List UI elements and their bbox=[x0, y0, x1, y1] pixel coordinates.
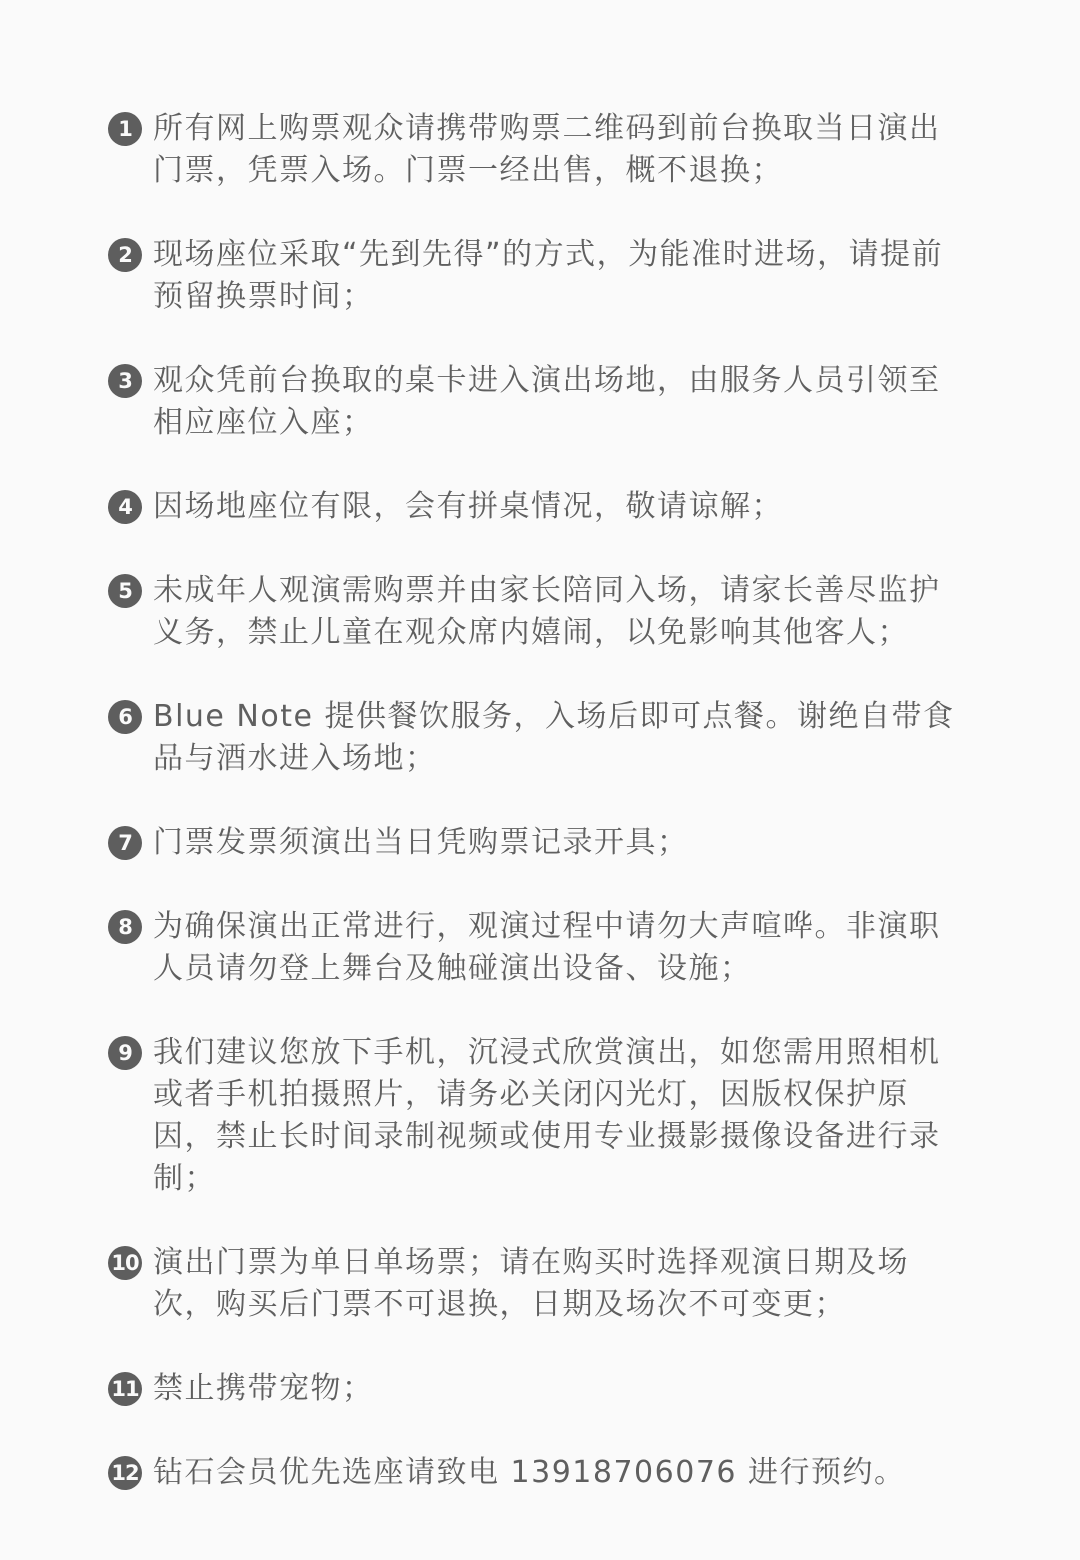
notice-item bbox=[108, 1242, 968, 1326]
notice-item bbox=[108, 1032, 968, 1200]
notice-text: 禁止携带宠物； bbox=[153, 1371, 374, 1406]
notice-text: Blue Note 提供餐饮服务，入场后即可点餐。谢绝自带食品与酒水进入场地； bbox=[153, 699, 955, 776]
notice-item bbox=[108, 696, 968, 780]
number-badge-icon: 7 bbox=[108, 826, 142, 860]
number-badge-icon: 12 bbox=[108, 1456, 142, 1490]
number-badge-icon: 8 bbox=[108, 910, 142, 944]
notice-text: 钻石会员优先选座请致电 13918706076 进行预约。 bbox=[153, 1455, 906, 1490]
notice-item bbox=[108, 234, 968, 318]
number-badge-icon: 5 bbox=[108, 574, 142, 608]
number-badge-icon: 11 bbox=[108, 1372, 142, 1406]
number-badge-icon: 9 bbox=[108, 1036, 142, 1070]
number-badge-icon: 1 bbox=[108, 112, 142, 146]
notice-item bbox=[108, 1368, 968, 1410]
notice-text: 因场地座位有限，会有拼桌情况，敬请谅解； bbox=[153, 489, 783, 524]
notice-text: 我们建议您放下手机，沉浸式欣赏演出，如您需用照相机或者手机拍摄照片，请务必关闭闪光灯，因版权保护原因，禁止长时间录制视频或使用专业摄影摄像设备进行录制； bbox=[153, 1035, 941, 1196]
notice-item bbox=[108, 906, 968, 990]
number-badge-icon: 4 bbox=[108, 490, 142, 524]
number-badge-icon: 10 bbox=[108, 1246, 142, 1280]
notice-text: 演出门票为单日单场票；请在购买时选择观演日期及场次，购买后门票不可退换，日期及场次不可变更； bbox=[153, 1245, 909, 1322]
notice-list bbox=[108, 108, 968, 1494]
notice-text: 门票发票须演出当日凭购票记录开具； bbox=[153, 825, 689, 860]
notice-item bbox=[108, 822, 968, 864]
notice-text: 现场座位采取“先到先得”的方式，为能准时进场，请提前预留换票时间； bbox=[153, 237, 944, 314]
notice-item bbox=[108, 360, 968, 444]
number-badge-icon: 3 bbox=[108, 364, 142, 398]
notice-text: 所有网上购票观众请携带购票二维码到前台换取当日演出门票，凭票入场。门票一经出售，概不退换； bbox=[153, 111, 941, 188]
number-badge-icon: 2 bbox=[108, 238, 142, 272]
notice-item bbox=[108, 486, 968, 528]
notice-item bbox=[108, 570, 968, 654]
notice-item bbox=[108, 1452, 968, 1494]
notice-text: 未成年人观演需购票并由家长陪同入场，请家长善尽监护义务，禁止儿童在观众席内嬉闹，以免影响其他客人； bbox=[153, 573, 941, 650]
number-badge-icon: 6 bbox=[108, 700, 142, 734]
notice-text: 观众凭前台换取的桌卡进入演出场地，由服务人员引领至相应座位入座； bbox=[153, 363, 941, 440]
notice-item bbox=[108, 108, 968, 192]
notice-text: 为确保演出正常进行，观演过程中请勿大声喧哗。非演职人员请勿登上舞台及触碰演出设备、设施； bbox=[153, 909, 941, 986]
